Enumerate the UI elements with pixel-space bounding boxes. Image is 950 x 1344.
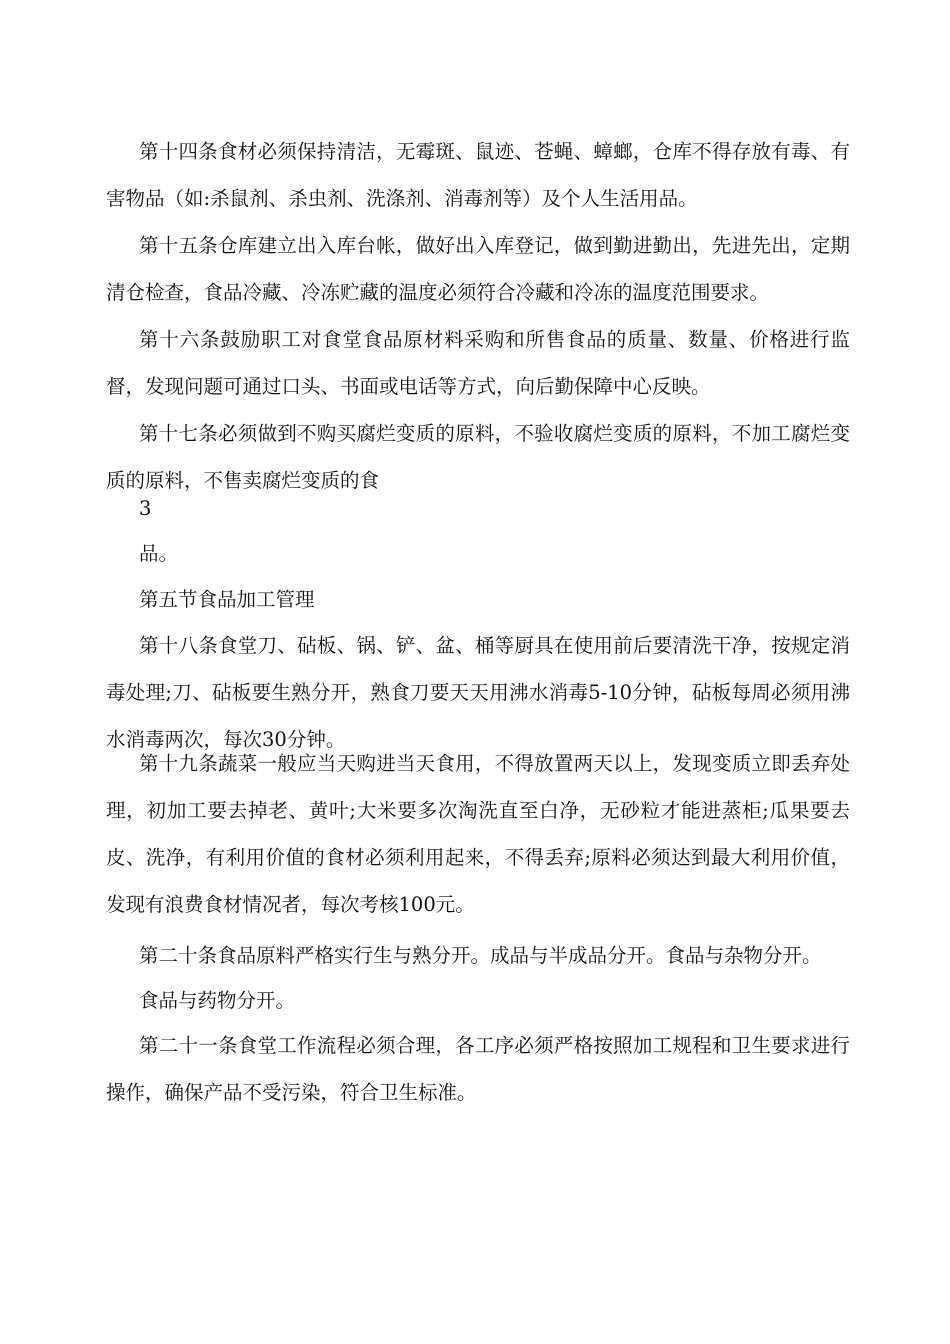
section-heading: 第五节食品加工管理: [139, 588, 315, 611]
article-20-continuation: 食品与药物分开。: [139, 989, 296, 1012]
article-17-continuation: 品。: [139, 542, 179, 565]
article-14: 第十四条食材必须保持清洁，无霉斑、鼠迹、苍蝇、蟑螂，仓库不得存放有毒、有害物品（如:杀鼠剂、杀虫剂、洗涤剂、消毒剂等）及个人生活用品。: [106, 140, 850, 210]
article-18: 第十八条食堂刀、砧板、锅、铲、盆、桶等厨具在使用前后要清洗干净，按规定消毒处理;刀、砧板要生熟分开，熟食刀要天天用沸水消毒5-10分钟，砧板每周必须用沸水消毒两次，每次30分钟。: [106, 634, 850, 751]
article-20: 第二十条食品原料严格实行生与熟分开。成品与半成品分开。食品与杂物分开。: [139, 944, 822, 967]
page-number: 3: [139, 497, 152, 520]
article-17: 第十七条必须做到不购买腐烂变质的原料，不验收腐烂变质的原料，不加工腐烂变质的原料，不售卖腐烂变质的食: [106, 422, 850, 492]
article-21: 第二十一条食堂工作流程必须合理，各工序必须严格按照加工规程和卫生要求进行操作，确保产品不受污染，符合卫生标准。: [106, 1034, 850, 1104]
article-16: 第十六条鼓励职工对食堂食品原材料采购和所售食品的质量、数量、价格进行监督，发现问题可通过口头、书面或电话等方式，向后勤保障中心反映。: [106, 328, 850, 398]
article-19: 第十九条蔬菜一般应当天购进当天食用，不得放置两天以上，发现变质立即丢弃处理，初加工要去掉老、黄叶;大米要多次淘洗直至白净，无砂粒才能进蒸柜;瓜果要去皮、洗净，有利用价值的食材必须利用起来，不得丢弃;原料必须达到最大利用价值，发现有浪费食材情况者，每次考核100元。: [106, 752, 850, 916]
article-15: 第十五条仓库建立出入库台帐，做好出入库登记，做到勤进勤出，先进先出，定期清仓检查，食品冷藏、冷冻贮藏的温度必须符合冷藏和冷冻的温度范围要求。: [106, 234, 850, 304]
